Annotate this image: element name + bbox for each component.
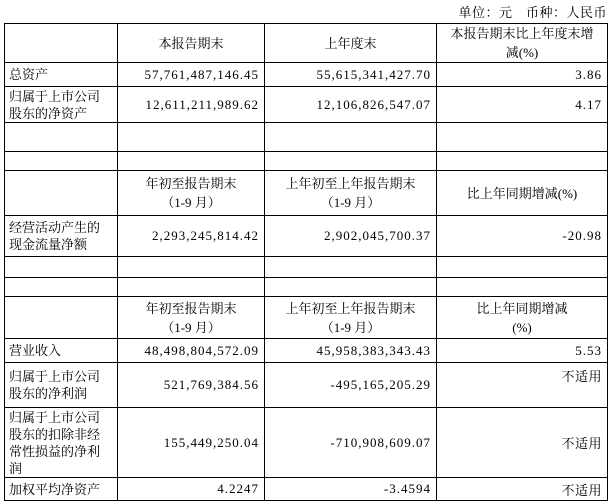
header-line: 本报告期末比上年度末增 xyxy=(450,26,594,41)
empty-cell xyxy=(437,123,608,152)
value-change: 5.53 xyxy=(437,339,608,363)
value-current-period: 155,449,250.04 xyxy=(118,408,265,478)
table-row-operating-revenue xyxy=(5,339,608,363)
header-blank-cell xyxy=(5,297,118,339)
table-row-total-assets xyxy=(5,63,608,87)
header-line: 年初至报告期末 xyxy=(145,176,237,191)
value-current-period: 2,293,245,814.42 xyxy=(118,216,265,257)
empty-cell xyxy=(118,278,265,297)
label-line: 总资产 xyxy=(9,67,49,82)
value-prior-period: 55,615,341,427.70 xyxy=(265,63,437,87)
row-label xyxy=(5,408,118,478)
empty-row xyxy=(5,152,608,171)
header-line: 上年初至上年报告期末 xyxy=(285,176,416,191)
column-header-ytd-prior xyxy=(265,171,437,216)
empty-cell xyxy=(437,152,608,171)
empty-cell xyxy=(265,278,437,297)
column-header-current-period-end xyxy=(118,24,265,63)
empty-cell xyxy=(437,257,608,278)
value-change: -20.98 xyxy=(437,216,608,257)
label-line: 现金流量净额 xyxy=(9,237,88,252)
value-current-period: 48,498,804,572.09 xyxy=(118,339,265,363)
header-row-period-end xyxy=(5,24,608,63)
header-line: 比上年同期增减(%) xyxy=(466,185,578,201)
header-line: 上年初至上年报告期末 xyxy=(285,300,416,316)
label-line: 股东的扣除非经 xyxy=(9,426,101,442)
value-change: 不适用 xyxy=(437,408,608,478)
label-line: 润 xyxy=(9,460,23,476)
label-line: 归属于上市公司 xyxy=(9,369,101,384)
financial-summary-table xyxy=(4,23,608,501)
row-label xyxy=(5,63,118,87)
empty-cell xyxy=(5,123,118,152)
header-line: 减(%) xyxy=(505,45,539,60)
label-line: 营业收入 xyxy=(9,343,62,358)
header-line: 本报告期末 xyxy=(158,35,224,51)
column-header-change-vs-prior-year-end xyxy=(437,24,608,63)
header-blank-cell xyxy=(5,24,118,63)
label-line: 股东的净资产 xyxy=(9,105,88,121)
header-line: （1-9 月） xyxy=(320,319,381,335)
header-row-ytd-income xyxy=(5,297,608,339)
column-header-prior-year-end xyxy=(265,24,437,63)
empty-cell xyxy=(437,278,608,297)
header-line: 比上年同期增减 xyxy=(476,300,568,316)
value-prior-period: -710,908,609.07 xyxy=(265,408,437,478)
empty-cell xyxy=(265,257,437,278)
empty-cell xyxy=(118,257,265,278)
column-header-yoy-change xyxy=(437,171,608,216)
empty-cell xyxy=(118,152,265,171)
unit-currency-note: 单位：元 币种：人民币 xyxy=(458,5,607,20)
table-row-net-profit-excl-nonrecurring xyxy=(5,408,608,478)
table-row-weighted-avg-net-assets xyxy=(5,478,608,501)
value-current-period: 521,769,384.56 xyxy=(118,363,265,408)
header-blank-cell xyxy=(5,171,118,216)
header-line: (%) xyxy=(512,319,532,335)
header-line: （1-9 月） xyxy=(320,195,381,210)
row-label xyxy=(5,363,118,408)
column-header-ytd-current xyxy=(118,297,265,339)
value-change: 4.17 xyxy=(437,87,608,123)
value-change: 不适用 xyxy=(437,363,608,408)
empty-cell xyxy=(265,123,437,152)
value-change: 不适用 xyxy=(437,478,608,501)
label-line: 加权平均净资产 xyxy=(9,481,101,497)
label-line: 常性损益的净利 xyxy=(9,443,101,459)
header-line: （1-9 月） xyxy=(161,195,221,210)
value-prior-period: 12,106,826,547.07 xyxy=(265,87,437,123)
empty-cell xyxy=(5,278,118,297)
label-line: 归属于上市公司 xyxy=(9,88,101,104)
column-header-ytd-current xyxy=(118,171,265,216)
row-label xyxy=(5,478,118,501)
value-prior-period: -3.4594 xyxy=(265,478,437,501)
value-prior-period: 45,958,383,343.43 xyxy=(265,339,437,363)
empty-cell xyxy=(265,152,437,171)
value-change: 3.86 xyxy=(437,63,608,87)
value-current-period: 12,611,211,989.62 xyxy=(118,87,265,123)
empty-cell xyxy=(5,152,118,171)
header-line: 年初至报告期末 xyxy=(145,300,237,316)
empty-cell xyxy=(5,257,118,278)
value-prior-period: 2,902,045,700.37 xyxy=(265,216,437,257)
empty-cell xyxy=(118,123,265,152)
value-current-period: 4.2247 xyxy=(118,478,265,501)
header-row-ytd-cashflow xyxy=(5,171,608,216)
label-line: 股东的净利润 xyxy=(9,386,88,401)
row-label xyxy=(5,216,118,257)
column-header-ytd-prior xyxy=(265,297,437,339)
column-header-yoy-change xyxy=(437,297,608,339)
header-line: 上年度末 xyxy=(324,35,377,51)
empty-row xyxy=(5,257,608,278)
row-label xyxy=(5,87,118,123)
table-row-operating-cashflow xyxy=(5,216,608,257)
label-line: 经营活动产生的 xyxy=(9,220,101,235)
value-current-period: 57,761,487,146.45 xyxy=(118,63,265,87)
header-line: （1-9 月） xyxy=(161,319,221,335)
table-row-net-assets xyxy=(5,87,608,123)
table-row-net-profit xyxy=(5,363,608,408)
empty-row xyxy=(5,123,608,152)
empty-row xyxy=(5,278,608,297)
label-line: 归属于上市公司 xyxy=(9,409,101,425)
value-prior-period: -495,165,205.29 xyxy=(265,363,437,408)
row-label xyxy=(5,339,118,363)
